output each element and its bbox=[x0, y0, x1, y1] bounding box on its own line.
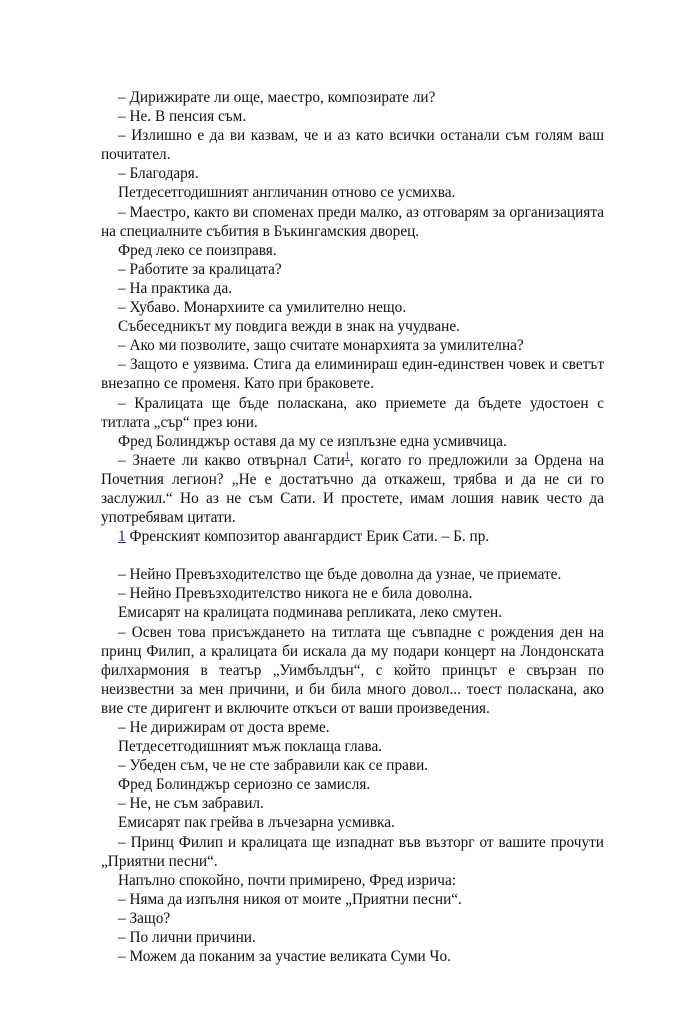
footnote-number-link[interactable]: 1 bbox=[118, 528, 126, 546]
paragraph: – Излишно е да ви казвам, че и аз като всички останали съм голям ваш почитател. bbox=[101, 127, 604, 164]
paragraph-with-footnote bbox=[101, 451, 604, 527]
paragraph: – Няма да изпълня никоя от моите „Приятни песни“. bbox=[118, 890, 462, 908]
paragraph-text-before: – Знаете ли какво отвърнал Сати bbox=[118, 451, 345, 469]
paragraph: – Хубаво. Монархиите са умилително нещо. bbox=[118, 299, 407, 317]
paragraph: – Освен това присъждането на титлата ще съвпадне с рождения ден на принц Филип, а кралицата би искала да му подари концерт на Лондонската филхармония в театър „Уимбълдън“, с който принцът е свързан по неизвестни за мен причини, и би била много довол... тоест поласкана, ако вие сте диригент и включите откъси от ваши произведения. bbox=[101, 623, 604, 717]
paragraph: – Благодаря. bbox=[118, 165, 199, 183]
book-page bbox=[101, 88, 604, 966]
footnote-text: Френският композитор авангардист Ерик Сати. – Б. пр. bbox=[125, 528, 490, 546]
paragraph: – Не, не съм забравил. bbox=[118, 795, 264, 813]
paragraph: – Ако ми позволите, защо считате монархията за умилителна? bbox=[118, 337, 524, 355]
paragraph: – Нейно Превъзходителство никога не е била доволна. bbox=[118, 585, 473, 603]
paragraph-text-after: , когато го предложили за Ордена на Почетния легион? „Не е достатъчно да откажеш, трябва и да не си го заслужил.“ Но аз не съм Сати. И простете, имам лошия навик често да употребявам цитати. bbox=[101, 451, 604, 527]
paragraph: Фред Болинджър сериозно се замисля. bbox=[118, 776, 371, 794]
paragraph: Емисарят пак грейва в лъчезарна усмивка. bbox=[118, 814, 395, 832]
paragraph: – Дирижирате ли още, маестро, композирате ли? bbox=[118, 89, 436, 106]
paragraph: – Можем да поканим за участие великата Суми Чо. bbox=[118, 948, 451, 966]
paragraph: – Не. В пенсия съм. bbox=[118, 108, 247, 126]
paragraph: Петдесетгодишният мъж поклаща глава. bbox=[118, 738, 383, 756]
paragraph: – Нейно Превъзходителство ще бъде доволна да узнае, че приемате. bbox=[118, 566, 562, 584]
paragraph: – Кралицата ще бъде поласкана, ако приемете да бъдете удостоен с титлата „сър“ през юни. bbox=[101, 394, 604, 431]
paragraph: – Защо? bbox=[118, 909, 171, 927]
paragraph: – Маестро, както ви споменах преди малко, аз отговарям за организацията на специалните събития в Бъкингамския дворец. bbox=[101, 203, 604, 240]
paragraph: – Убеден съм, че не сте забравили как се прави. bbox=[118, 757, 429, 775]
paragraph: Фред Болинджър оставя да му се изплъзне една усмивчица. bbox=[118, 432, 507, 450]
paragraph: Напълно спокойно, почти примирено, Фред изрича: bbox=[118, 871, 456, 889]
paragraph: – Защото е уязвима. Стига да елиминираш един-единствен човек и светът внезапно се променя. Като при браковете. bbox=[101, 356, 604, 393]
paragraph: – Не дирижирам от доста време. bbox=[118, 719, 330, 736]
paragraph: Емисарят на кралицата подминава репликата, леко смутен. bbox=[118, 604, 503, 622]
footnote-reference-link[interactable]: 1 bbox=[344, 450, 350, 462]
paragraph: – По лични причини. bbox=[118, 929, 256, 947]
paragraph: Петдесетгодишният англичанин отново се усмихва. bbox=[118, 184, 456, 202]
paragraph: Събеседникът му повдига вежди в знак на учудване. bbox=[118, 318, 460, 336]
paragraph: Фред леко се поизправя. bbox=[118, 241, 277, 259]
paragraph: – На практика да. bbox=[118, 279, 233, 297]
paragraph: – Работите за кралицата? bbox=[118, 260, 282, 278]
footnote bbox=[101, 527, 604, 546]
paragraph: – Принц Филип и кралицата ще изпаднат във възторг от вашите прочути „Приятни песни“. bbox=[101, 833, 604, 870]
